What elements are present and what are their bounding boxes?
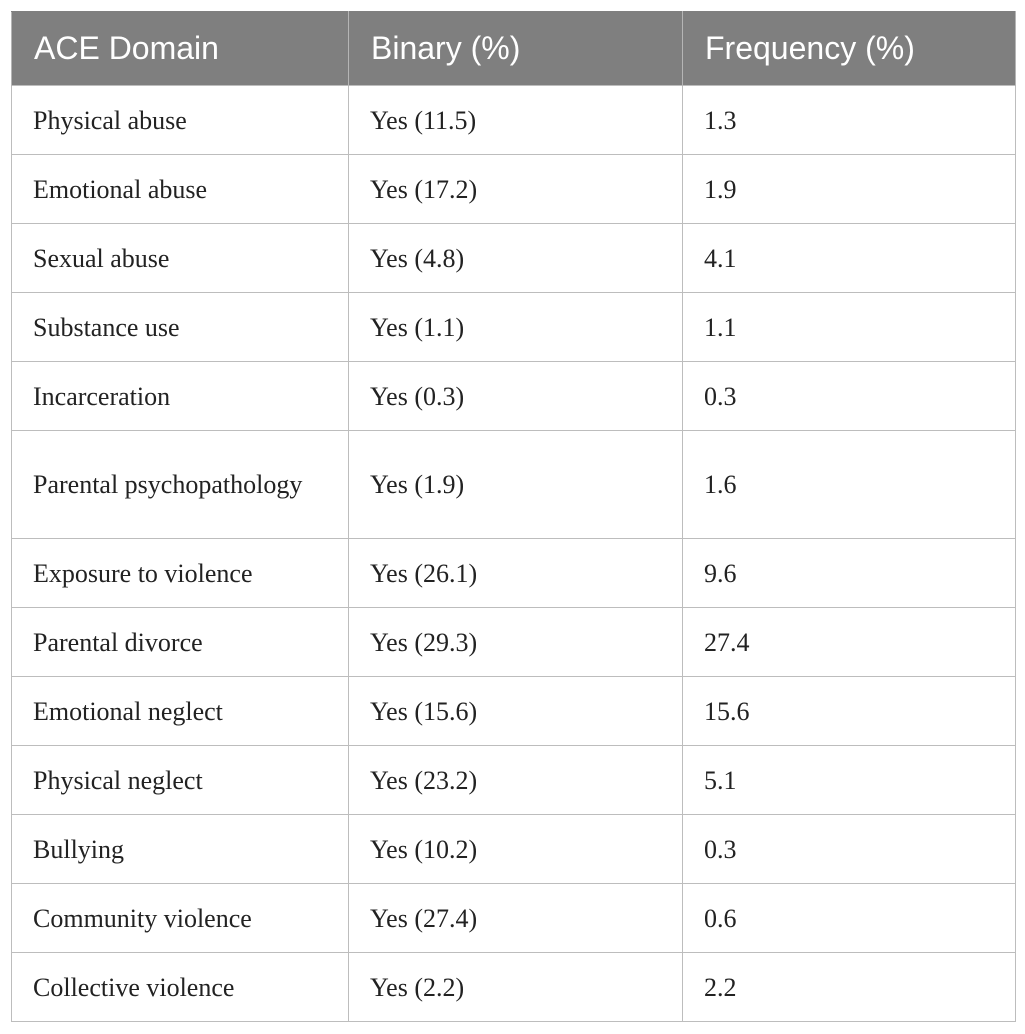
cell-frequency: 4.1 [683, 224, 1016, 293]
cell-ace-domain: Incarceration [12, 362, 349, 431]
column-header-binary: Binary (%) [349, 12, 683, 86]
cell-binary: Yes (1.1) [349, 293, 683, 362]
table-row [12, 431, 1016, 539]
cell-binary: Yes (1.9) [349, 431, 683, 539]
cell-ace-domain: Collective violence [12, 953, 349, 1022]
cell-binary: Yes (17.2) [349, 155, 683, 224]
cell-ace-domain: Sexual abuse [12, 224, 349, 293]
cell-frequency: 5.1 [683, 746, 1016, 815]
cell-frequency: 0.6 [683, 884, 1016, 953]
column-header-frequency: Frequency (%) [683, 12, 1016, 86]
header-row [12, 12, 1016, 86]
cell-ace-domain: Physical neglect [12, 746, 349, 815]
table-header [12, 12, 1016, 86]
table-row [12, 815, 1016, 884]
cell-binary: Yes (2.2) [349, 953, 683, 1022]
cell-ace-domain: Substance use [12, 293, 349, 362]
table-row [12, 539, 1016, 608]
cell-binary: Yes (4.8) [349, 224, 683, 293]
table-row [12, 884, 1016, 953]
cell-binary: Yes (10.2) [349, 815, 683, 884]
cell-frequency: 27.4 [683, 608, 1016, 677]
table-row [12, 953, 1016, 1022]
column-header-ace-domain: ACE Domain [12, 12, 349, 86]
table-row [12, 224, 1016, 293]
ace-table [11, 11, 1016, 1022]
cell-frequency: 9.6 [683, 539, 1016, 608]
cell-frequency: 0.3 [683, 815, 1016, 884]
cell-binary: Yes (0.3) [349, 362, 683, 431]
cell-binary: Yes (26.1) [349, 539, 683, 608]
table-body [12, 86, 1016, 1022]
cell-binary: Yes (23.2) [349, 746, 683, 815]
cell-frequency: 1.6 [683, 431, 1016, 539]
cell-frequency: 0.3 [683, 362, 1016, 431]
cell-binary: Yes (27.4) [349, 884, 683, 953]
cell-ace-domain: Emotional neglect [12, 677, 349, 746]
cell-ace-domain: Parental psychopathology [12, 431, 349, 539]
table-row [12, 86, 1016, 155]
table-row [12, 293, 1016, 362]
cell-frequency: 2.2 [683, 953, 1016, 1022]
table-row [12, 155, 1016, 224]
ace-table-container [11, 11, 1015, 1022]
table-row [12, 608, 1016, 677]
cell-binary: Yes (11.5) [349, 86, 683, 155]
cell-ace-domain: Bullying [12, 815, 349, 884]
table-row [12, 362, 1016, 431]
table-row [12, 746, 1016, 815]
cell-ace-domain: Parental divorce [12, 608, 349, 677]
cell-ace-domain: Physical abuse [12, 86, 349, 155]
cell-ace-domain: Community violence [12, 884, 349, 953]
cell-frequency: 1.3 [683, 86, 1016, 155]
cell-binary: Yes (15.6) [349, 677, 683, 746]
table-row [12, 677, 1016, 746]
cell-frequency: 1.9 [683, 155, 1016, 224]
cell-frequency: 1.1 [683, 293, 1016, 362]
cell-ace-domain: Emotional abuse [12, 155, 349, 224]
cell-binary: Yes (29.3) [349, 608, 683, 677]
cell-frequency: 15.6 [683, 677, 1016, 746]
cell-ace-domain: Exposure to violence [12, 539, 349, 608]
